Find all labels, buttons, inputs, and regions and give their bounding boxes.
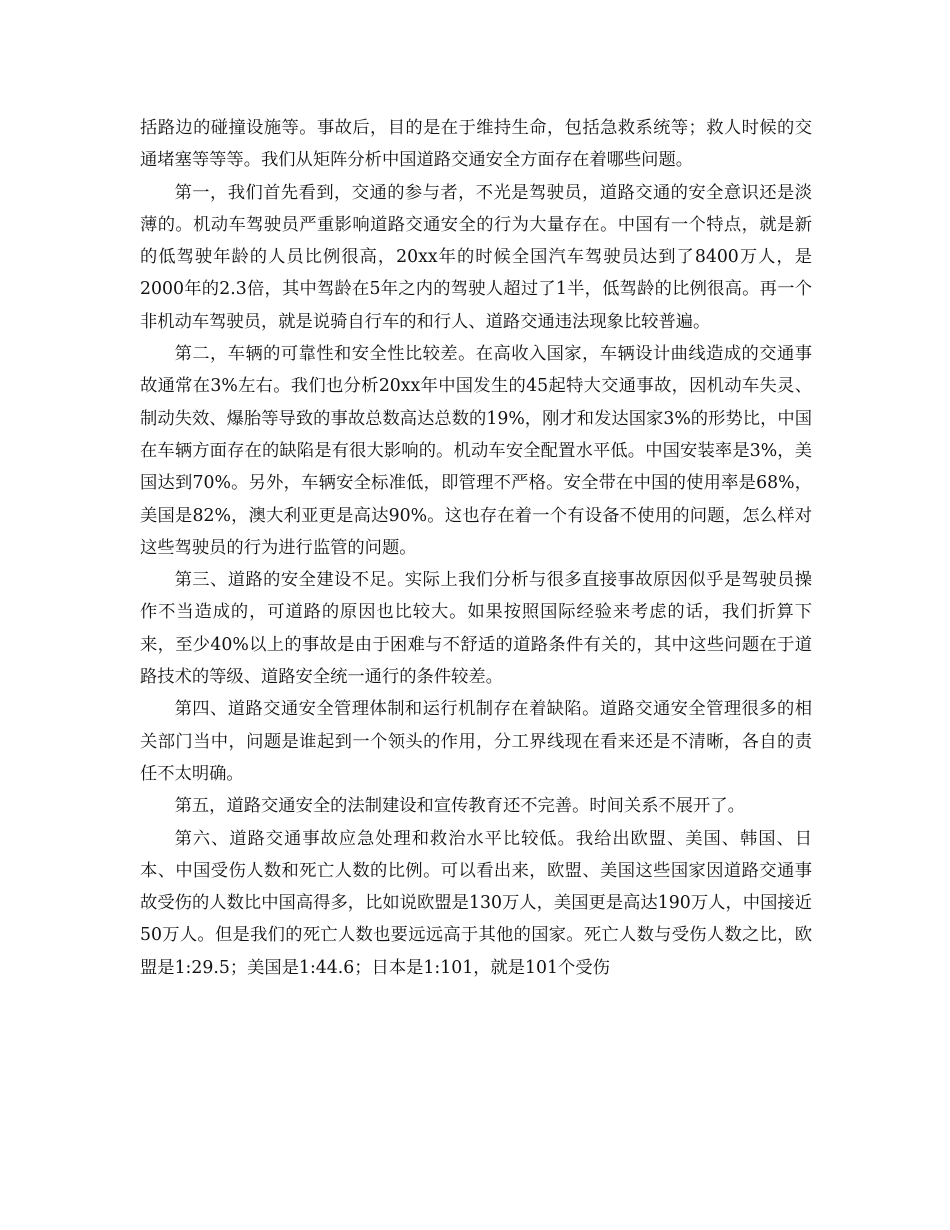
paragraph-continuation: 括路边的碰撞设施等。事故后，目的是在于维持生命，包括急救系统等；救人时候的交通堵塞等等等。我们从矩阵分析中国道路交通安全方面存在着哪些问题。	[140, 118, 812, 171]
paragraph-first-point: 第一，我们首先看到，交通的参与者，不光是驾驶员，道路交通的安全意识还是淡薄的。机动车驾驶员严重影响道路交通安全的行为大量存在。中国有一个特点，就是新的低驾驶年龄的人员比例很高，20xx年的时候全国汽车驾驶员达到了8400万人，是2000年的2.3倍，其中驾龄在5年之内的驾驶人超过了1半，低驾龄的比例很高。再一个非机动车驾驶员，就是说骑自行车的和行人、道路交通违法现象比较普遍。	[140, 182, 812, 332]
paragraph-fifth-point: 第五，道路交通安全的法制建设和宣传教育还不完善。时间关系不展开了。	[174, 796, 745, 817]
document-body	[140, 112, 812, 984]
paragraph-third-point: 第三、道路的安全建设不足。实际上我们分析与很多直接事故原因似乎是驾驶员操作不当造成的，可道路的原因也比较大。如果按照国际经验来考虑的话，我们折算下来，至少40%以上的事故是由于困难与不舒适的道路条件有关的，其中这些问题在于道路技术的等级、道路安全统一通行的条件较差。	[140, 570, 812, 688]
paragraph-fourth-point: 第四、道路交通安全管理体制和运行机制存在着缺陷。道路交通安全管理很多的相关部门当中，问题是谁起到一个领头的作用，分工界线现在看来还是不清晰，各自的责任不太明确。	[140, 699, 812, 784]
paragraph-second-point: 第二，车辆的可靠性和安全性比较差。在高收入国家，车辆设计曲线造成的交通事故通常在3%左右。我们也分析20xx年中国发生的45起特大交通事故，因机动车失灵、制动失效、爆胎等导致的事故总数高达总数的19%，刚才和发达国家3%的形势比，中国在车辆方面存在的缺陷是有很大影响的。机动车安全配置水平低。中国安装率是3%，美国达到70%。另外，车辆安全标准低，即管理不严格。安全带在中国的使用率是68%，美国是82%，澳大利亚更是高达90%。这也存在着一个有设备不使用的问题，怎么样对这些驾驶员的行为进行监管的问题。	[140, 344, 812, 558]
paragraph-sixth-point: 第六、道路交通事故应急处理和救治水平比较低。我给出欧盟、美国、韩国、日本、中国受伤人数和死亡人数的比例。可以看出来，欧盟、美国这些国家因道路交通事故受伤的人数比中国高得多，比如说欧盟是130万人，美国更是高达190万人，中国接近50万人。但是我们的死亡人数也要远远高于其他的国家。死亡人数与受伤人数之比，欧盟是1:29.5；美国是1:44.6；日本是1:101，就是101个受伤	[140, 828, 812, 978]
